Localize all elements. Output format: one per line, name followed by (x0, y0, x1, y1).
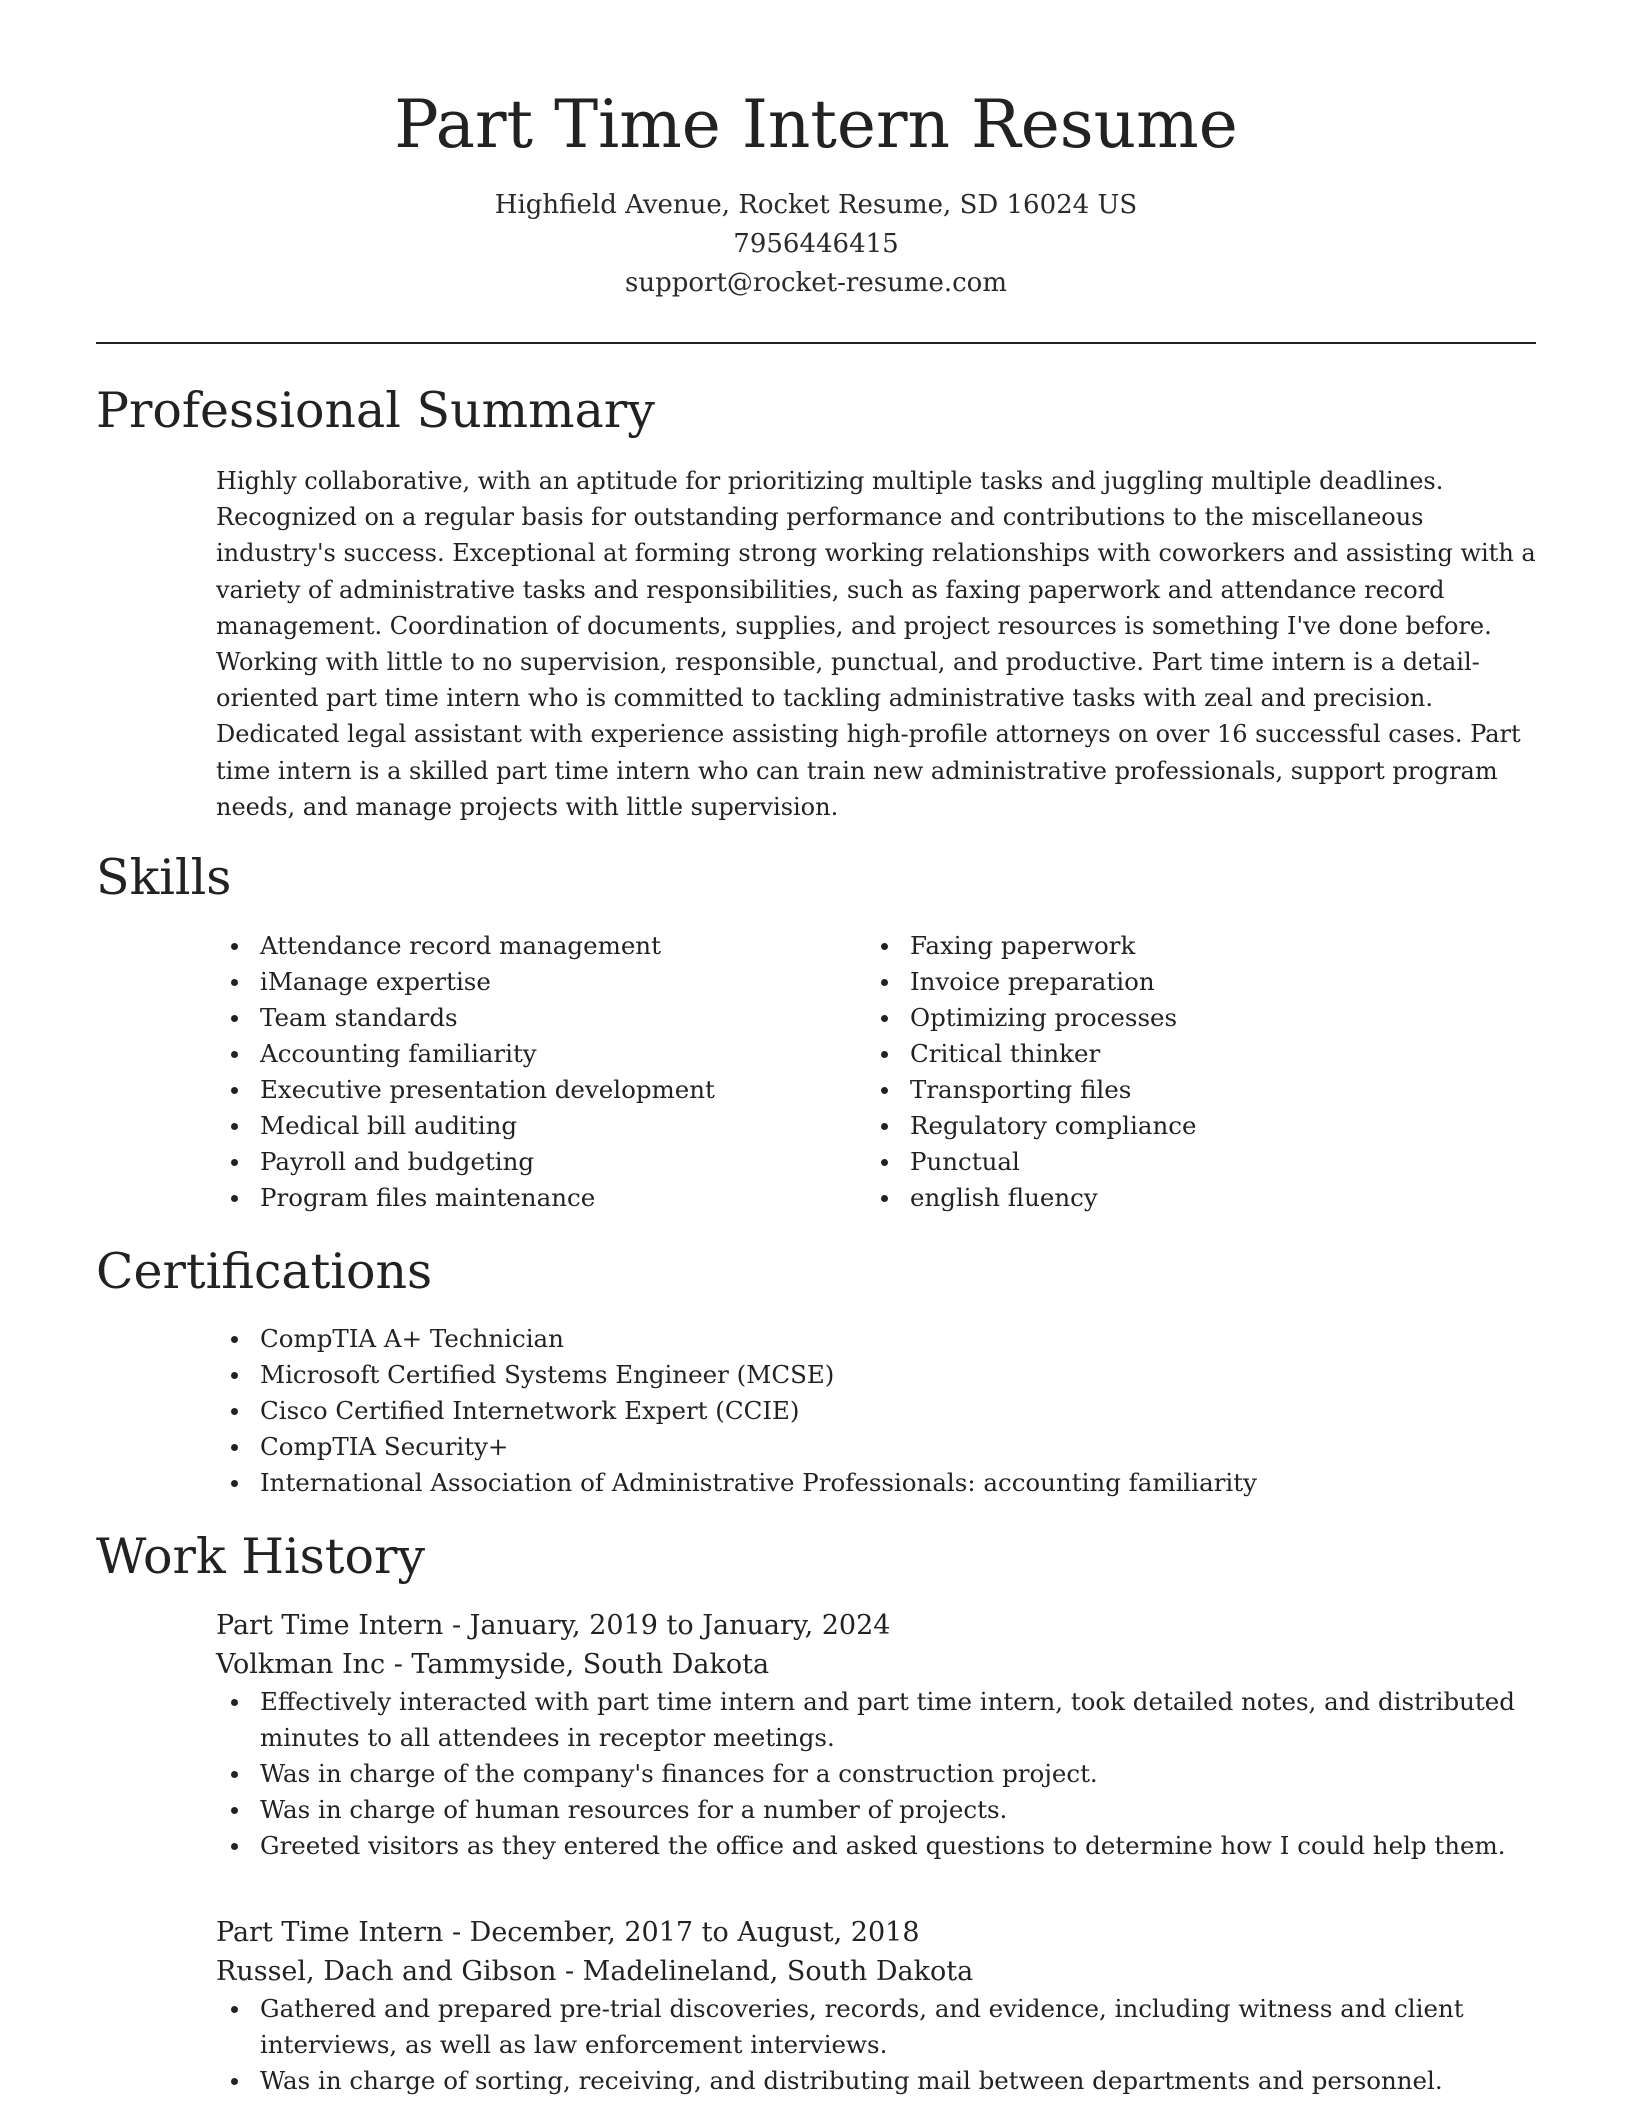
skill-item: Medical bill auditing (216, 1108, 836, 1144)
skill-item: Executive presentation development (216, 1072, 836, 1108)
certifications-list (216, 1321, 1536, 1501)
phone: 7956446415 (733, 229, 899, 259)
certification-item: CompTIA Security+ (216, 1429, 1536, 1465)
job-bullet: Greeted visitors as they entered the office and asked questions to determine how I could help them. (216, 1828, 1536, 1864)
job-bullet: Gathered and prepared pre-trial discoveries, records, and evidence, including witness and client interviews, as well as law enforcement interviews. (216, 1991, 1536, 2063)
job-company-line (216, 1645, 1536, 1684)
skills-heading: Skills (96, 849, 232, 906)
job-location: - Madelineland, South Dakota (556, 1956, 974, 1987)
job-entry (216, 1913, 1536, 2099)
skill-item: Team standards (216, 1000, 836, 1036)
summary-text: Highly collaborative, with an aptitude for prioritizing multiple tasks and juggling multiple deadlines. Recognized on a regular basis for outstanding performance and contributions to the miscellaneous industry's success. Exceptional at forming strong working relationships with coworkers and assisting with a variety of administrative tasks and responsibilities, such as faxing paperwork and attendance record management. Coordination of documents, supplies, and project resources is something I've done before. Working with little to no supervision, responsible, punctual, and productive. Part time intern is a detail-oriented part time intern who is committed to tackling administrative tasks with zeal and precision. Dedicated legal assistant with experience assisting high-profile attorneys on over 16 successful cases. Part time intern is a skilled part time intern who can train new administrative professionals, support program needs, and manage projects with little supervision. (216, 467, 1536, 821)
job-bullet: Effectively interacted with part time intern and part time intern, took detailed notes, and distributed minutes to all attendees in receptor meetings. (216, 1684, 1536, 1756)
skill-item: Attendance record management (216, 928, 836, 964)
skills-list-right (866, 928, 1486, 1216)
job-bullet: Was in charge of human resources for a number of projects. (216, 1792, 1536, 1828)
skill-item: Punctual (866, 1144, 1486, 1180)
skill-item: Invoice preparation (866, 964, 1486, 1000)
job-company: Russel, Dach and Gibson (216, 1956, 557, 1987)
resume-header (0, 0, 1632, 303)
skill-item: english fluency (866, 1180, 1486, 1216)
job-role: Part Time Intern (216, 1610, 444, 1641)
skills-list-left (216, 928, 836, 1216)
skill-item: Transporting files (866, 1072, 1486, 1108)
contact-info (0, 186, 1632, 303)
job-title-line (216, 1606, 1536, 1645)
job-location: - Tammyside, South Dakota (385, 1649, 770, 1680)
summary-heading: Professional Summary (96, 382, 655, 439)
skill-item: Program files maintenance (216, 1180, 836, 1216)
skill-item: Critical thinker (866, 1036, 1486, 1072)
resume-title: Part Time Intern Resume (394, 86, 1238, 163)
skill-item: Payroll and budgeting (216, 1144, 836, 1180)
job-company-line (216, 1952, 1536, 1991)
skill-item: Optimizing processes (866, 1000, 1486, 1036)
skill-item: Faxing paperwork (866, 928, 1486, 964)
certification-item: Microsoft Certified Systems Engineer (MCSE) (216, 1357, 1536, 1393)
certification-item: International Association of Administrative Professionals: accounting familiarity (216, 1465, 1536, 1501)
job-role: Part Time Intern (216, 1917, 444, 1948)
job-bullet: Was in charge of sorting, receiving, and distributing mail between departments and personnel. (216, 2063, 1536, 2099)
header-divider (96, 342, 1536, 344)
job-entry (216, 1606, 1536, 1864)
job-bullets (216, 1991, 1536, 2099)
skill-item: Accounting familiarity (216, 1036, 836, 1072)
job-company: Volkman Inc (216, 1649, 386, 1680)
job-title-line (216, 1913, 1536, 1952)
certification-item: CompTIA A+ Technician (216, 1321, 1536, 1357)
skill-item: iManage expertise (216, 964, 836, 1000)
email[interactable]: support@rocket-resume.com (624, 268, 1007, 298)
address: Highfield Avenue, Rocket Resume, SD 16024 US (494, 190, 1138, 220)
job-dates: - December, 2017 to August, 2018 (443, 1917, 920, 1948)
skill-item: Regulatory compliance (866, 1108, 1486, 1144)
certification-item: Cisco Certified Internetwork Expert (CCIE) (216, 1393, 1536, 1429)
work-history-heading: Work History (96, 1528, 426, 1585)
job-bullets (216, 1684, 1536, 1864)
certifications-heading: Certifications (96, 1243, 433, 1300)
job-dates: - January, 2019 to January, 2024 (443, 1610, 891, 1641)
job-bullet: Was in charge of the company's finances for a construction project. (216, 1756, 1536, 1792)
